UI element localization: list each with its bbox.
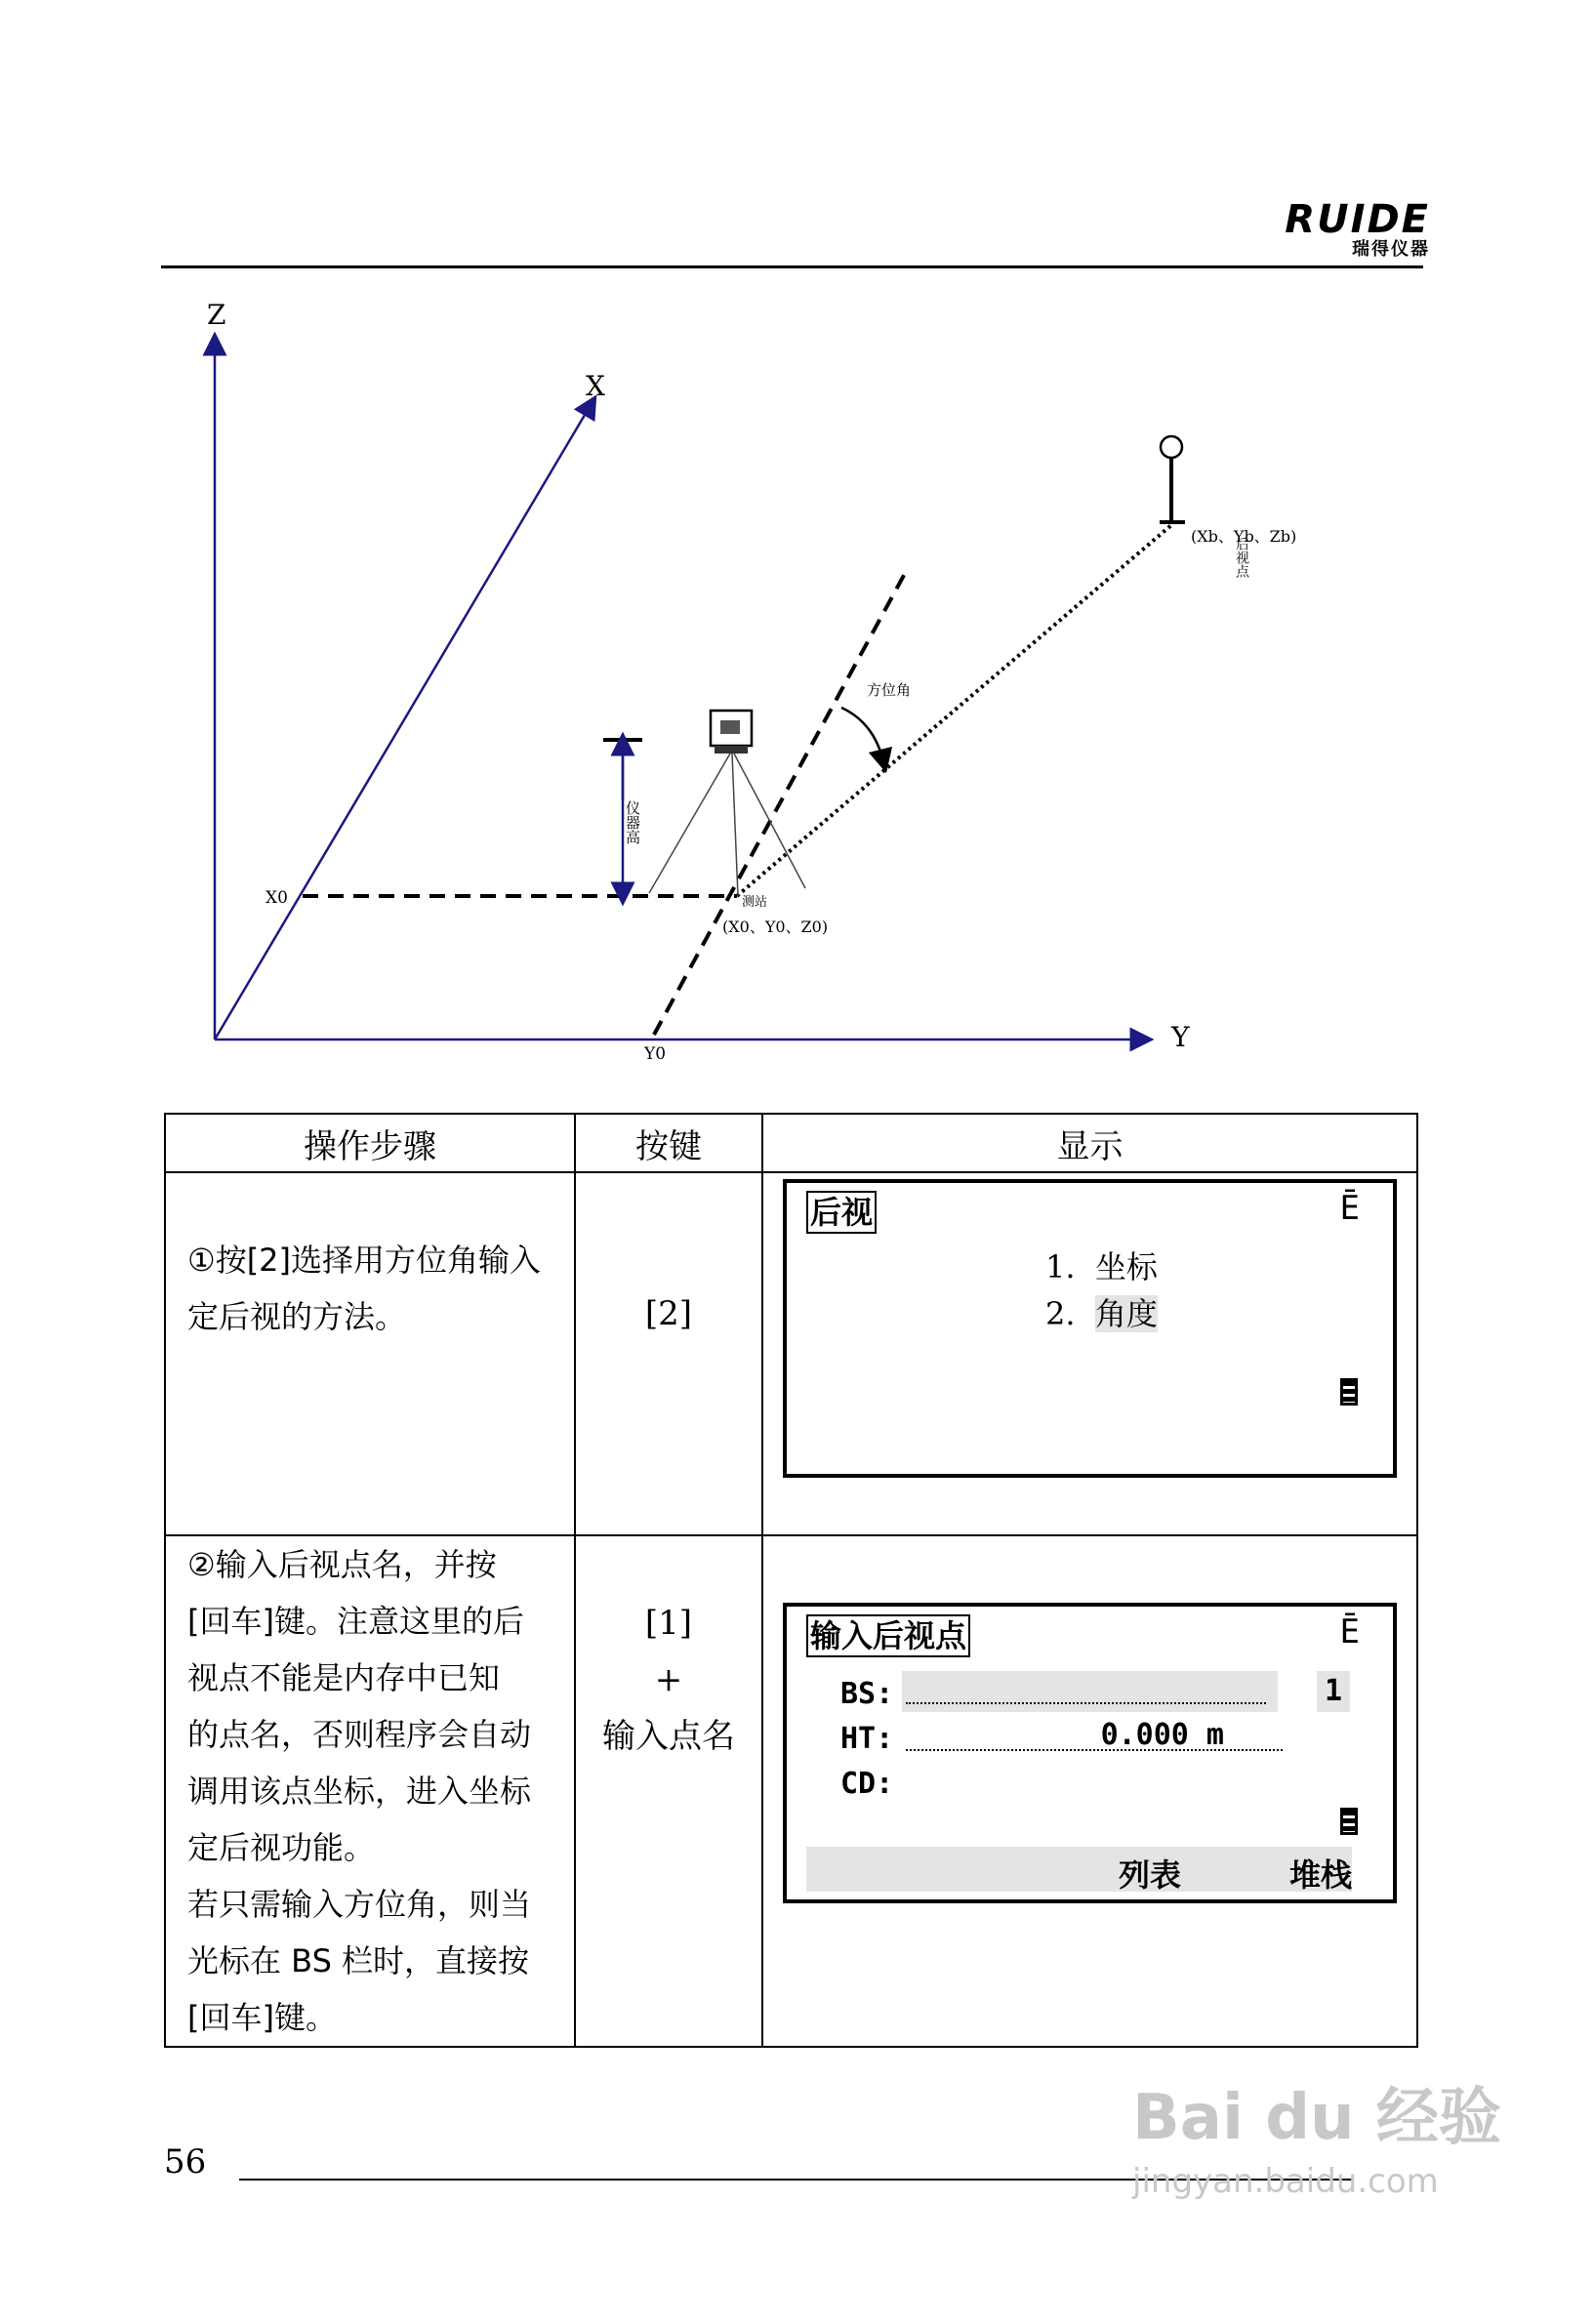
table-row (165, 1535, 1417, 2047)
table-row (165, 1172, 1417, 1535)
brand-name: RUIDE (1285, 197, 1430, 242)
softkey-bar (806, 1847, 1352, 1892)
z-axis-label: Z (207, 299, 226, 331)
y0-label: Y0 (644, 1044, 667, 1064)
x-axis-label: X (586, 370, 605, 402)
step-1-text: ①按[2]选择用方位角输入定后视的方法。 (187, 1242, 542, 1335)
brand-logo (1269, 197, 1430, 260)
cd-label: CD: (840, 1767, 894, 1801)
coordinate-diagram (156, 293, 1435, 1074)
baidu-watermark (1132, 2079, 1503, 2264)
lcd-title: 输入后视点 (806, 1614, 970, 1657)
lcd-title: 后视 (806, 1191, 877, 1234)
battery-icon (1340, 1808, 1358, 1835)
col-header-key: 按键 (575, 1114, 762, 1172)
steps-table (164, 1113, 1418, 2048)
battery-icon (1340, 1378, 1358, 1406)
step-1-key: [2] (644, 1294, 693, 1333)
menu-item-angle[interactable]: 2. 角度 (1045, 1295, 1158, 1332)
azimuth-arc (841, 708, 883, 761)
col-header-step: 操作步骤 (165, 1114, 575, 1172)
north-dashed-line (654, 568, 908, 1035)
backsight-coords: (Xb、Yb、Zb) (1191, 527, 1297, 546)
watermark-url: jingyan.baidu.com (1132, 2162, 1439, 2201)
bs-index: 1 (1317, 1671, 1350, 1712)
watermark-title: Bai du 经验 (1132, 2082, 1501, 2154)
softkey-stack[interactable]: 堆栈 (1288, 1856, 1352, 1894)
prism-icon (1161, 436, 1182, 458)
bs-label: BS: (840, 1677, 894, 1711)
x0-label: X0 (266, 888, 288, 908)
table-header-row (165, 1114, 1417, 1172)
lcd-menu (1045, 1244, 1158, 1337)
col-header-display: 显示 (762, 1114, 1417, 1172)
station-coords: (X0、Y0、Z0) (722, 917, 829, 936)
bs-input[interactable] (902, 1671, 1278, 1712)
station-label: 测站 (742, 895, 768, 910)
instrument-height-label: 仪器高 (624, 800, 641, 844)
step-2-keys: [1] + 输入点名 (602, 1604, 735, 1756)
y-axis-label: Y (1171, 1021, 1190, 1053)
ht-input[interactable] (902, 1716, 1283, 1757)
sight-line (737, 525, 1171, 896)
ht-label: HT: (840, 1722, 894, 1756)
x-axis (215, 405, 591, 1040)
page-number: 56 (164, 2142, 207, 2181)
backsight-label: 后视点 (1234, 537, 1249, 578)
signal-icon: Ē (1339, 1189, 1360, 1228)
ht-value: 0.000 m (1100, 1718, 1224, 1752)
menu-item-coordinates[interactable]: 1. 坐标 (1045, 1248, 1158, 1285)
step-2-text: ②输入后视点名，并按 [回车]键。注意这里的后 视点不能是内存中已知 的点名，否则程序会自动 调用该点坐标，进入坐标 定后视功能。 若只需输入方位角，则当 光标在 BS 栏时，直接按 [回车]键。 (187, 1546, 532, 2036)
lcd-screen-input-backsight (783, 1603, 1397, 1903)
signal-icon: Ē (1339, 1612, 1360, 1651)
lcd-screen-backsight (783, 1179, 1397, 1478)
header-rule (161, 265, 1423, 268)
azimuth-label: 方位角 (867, 681, 912, 699)
softkey-list[interactable]: 列表 (1119, 1856, 1182, 1894)
brand-subtitle: 瑞得仪器 (1352, 239, 1430, 260)
